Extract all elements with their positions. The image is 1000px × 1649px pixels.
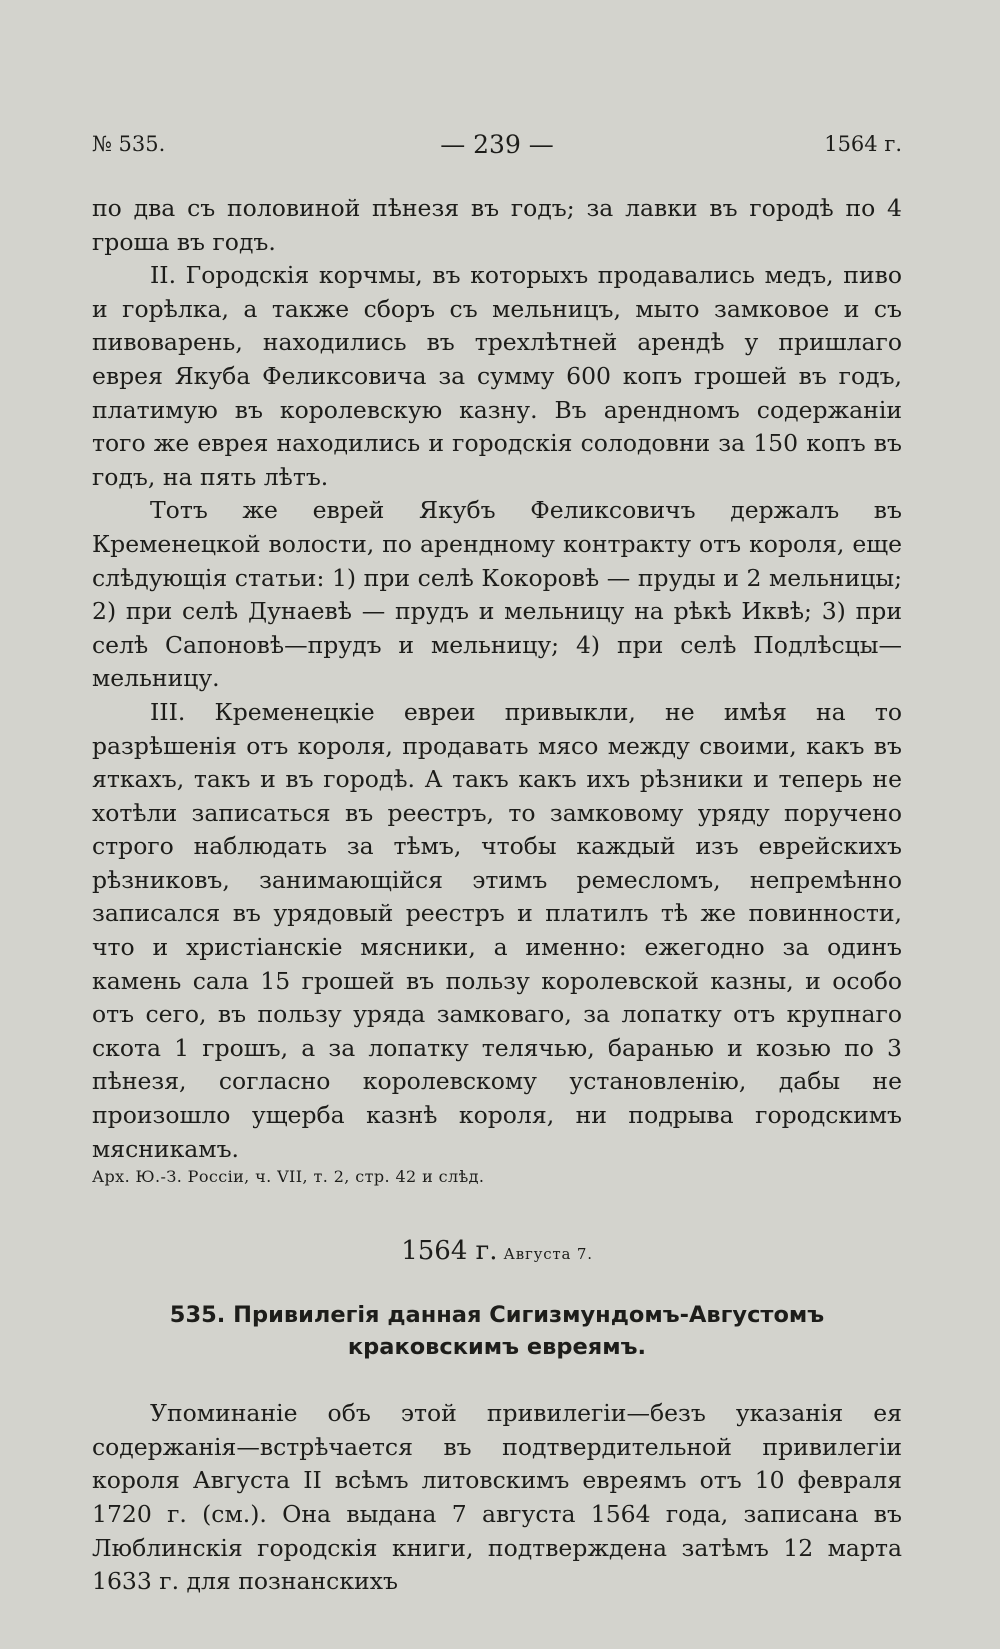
paragraph-section-ii: II. Городскія корчмы, въ которыхъ продавались медъ, пиво и горѣлка, а также сборъ съ мельницъ, мыто замковое и съ пивоварень, находились въ трехлѣтней арендѣ у пришлаго еврея Якуба Феликсовича за сумму 600 копъ грошей въ годъ, платимую въ королевскую казну. Въ арендномъ содержаніи того же еврея находились и городскія солодовни за 150 копъ въ годъ, на пять лѣтъ. [92, 261, 902, 491]
body-text [92, 192, 902, 1599]
source-note: Арх. Ю.-З. Россіи, ч. VII, т. 2, стр. 42 и слѣд. [92, 1167, 485, 1187]
page-header [92, 132, 902, 164]
entry-title: 535. Привилегія данная Сигизмундомъ-Августомъ краковскимъ евреямъ. [169, 1302, 825, 1361]
entry-year: 1564 г. [401, 1236, 498, 1267]
entry-day: Августа 7. [503, 1245, 593, 1264]
header-year: 1564 г. [824, 132, 902, 156]
entry-text: Упоминаніе объ этой привилегіи—безъ указанія ея содержанія—встрѣчается въ подтвердительной привилегіи короля Августа II всѣмъ литовскимъ евреямъ отъ 10 февраля 1720 г. (см.). Она выдана 7 августа 1564 года, записана въ Люблинскія городскія книги, подтверждена затѣмъ 12 марта 1633 г. для познанскихъ [92, 1399, 902, 1596]
entry-date [92, 1236, 902, 1269]
page-number: — 239 — [440, 130, 554, 159]
paragraph-lease-terms: Тотъ же еврей Якубъ Феликсовичъ держалъ въ Кременецкой волости, по арендному контракту отъ короля, еще слѣдующія статьи: 1) при селѣ Кокоровѣ — пруды и 2 мельницы; 2) при селѣ Дунаевѣ — прудъ и мельницу на рѣкѣ Иквѣ; 3) при селѣ Сапоновѣ—прудъ и мельницу; 4) при селѣ Подлѣсцы—мельницу. [92, 496, 902, 693]
paragraph-continuation: по два съ половиной пѣнезя въ годъ; за лавки въ городѣ по 4 гроша въ годъ. [92, 194, 902, 256]
paragraph-section-iii: III. Кременецкіе евреи привыкли, не имѣя на то разрѣшенія отъ короля, продавать мясо между своими, какъ въ яткахъ, такъ и въ городѣ. А такъ какъ ихъ рѣзники и теперь не хотѣли записаться въ реестръ, то замковому уряду поручено строго наблюдать за тѣмъ, чтобы каждый изъ еврейскихъ рѣзниковъ, занимающійся этимъ ремесломъ, непремѣнно записался въ урядовый реестръ и платилъ тѣ же повинности, что и христіанскіе мясники, а именно: ежегодно за одинъ камень сала 15 грошей въ пользу королевской казны, и особо отъ сего, въ пользу уряда замковаго, за лопатку отъ крупнаго скота 1 грошъ, а за лопатку телячью, баранью и козью по 3 пѣнезя, согласно королевскому установленію, дабы не произошло ущерба казнѣ короля, ни подрыва городскимъ мясникамъ. [92, 697, 902, 1163]
document-number: № 535. [92, 132, 166, 156]
